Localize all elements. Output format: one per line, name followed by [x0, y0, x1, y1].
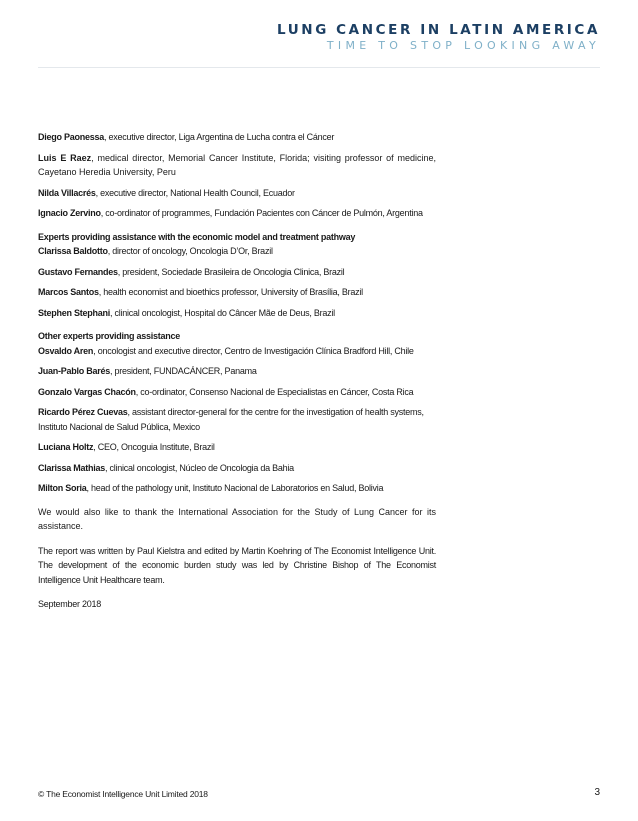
expert-affiliation: , president, FUNDACÁNCER, Panama	[110, 366, 257, 376]
expert-entry	[38, 344, 436, 359]
expert-affiliation: , president, Sociedade Brasileira de Oncologia Clinica, Brazil	[117, 266, 345, 277]
copyright-notice: © The Economist Intelligence Unit Limited 2018	[38, 789, 208, 799]
expert-affiliation: , oncologist and executive director, Centro de Investigación Clínica Bradford Hill, Chile	[93, 345, 414, 356]
section-heading-economic-model: Experts providing assistance with the economic model and treatment pathway	[38, 231, 356, 242]
expert-name: Diego Paonessa	[38, 132, 105, 142]
report-title: LUNG CANCER IN LATIN AMERICA	[277, 22, 600, 38]
expert-entry	[38, 265, 436, 280]
report-subtitle: TIME TO STOP LOOKING AWAY	[326, 39, 600, 52]
expert-affiliation: , co-ordinator of programmes, Fundación Pacientes con Cáncer de Pulmón, Argentina	[100, 208, 423, 218]
expert-entry	[38, 481, 436, 496]
expert-entry	[38, 206, 436, 221]
expert-name: Nilda Villacrés	[38, 187, 96, 198]
expert-name: Gonzalo Vargas Chacón	[38, 386, 136, 397]
page-number: 3	[594, 787, 600, 798]
expert-name: Clarissa Baldotto	[38, 246, 108, 256]
expert-entry	[38, 130, 436, 145]
expert-entry	[38, 385, 436, 400]
expert-name: Ricardo Pérez Cuevas	[38, 407, 128, 417]
expert-name: Marcos Santos	[38, 287, 99, 297]
expert-entry	[38, 151, 436, 180]
expert-name: Luciana Holtz	[38, 442, 94, 452]
expert-entry	[38, 186, 436, 201]
thanks-paragraph: We would also like to thank the International Association for the Study of Lung Cancer for its assistance.	[38, 506, 436, 531]
expert-name: Ignacio Zervino	[38, 208, 101, 218]
expert-affiliation: , clinical oncologist, Núcleo de Oncologia da Bahia	[105, 462, 294, 473]
expert-name: Luis E Raez	[38, 152, 92, 163]
expert-affiliation: , head of the pathology unit, Instituto Nacional de Laboratorios en Salud, Bolivia	[86, 483, 384, 493]
expert-name: Gustavo Fernandes	[38, 266, 118, 277]
report-date: September 2018	[38, 599, 102, 609]
expert-entry	[38, 405, 436, 434]
expert-affiliation: , co-ordinator, Consenso Nacional de Especialistas en Cáncer, Costa Rica	[135, 386, 414, 397]
expert-entry	[38, 461, 436, 476]
expert-affiliation: , assistant director-general for the centre for the investigation of health systems, Instituto Nacional de Salud Pública, Mexico	[38, 407, 424, 432]
header-divider	[38, 67, 600, 68]
expert-affiliation: , CEO, Oncoguia Institute, Brazil	[93, 442, 215, 452]
authorship-paragraph: The report was written by Paul Kielstra and edited by Martin Koehring of The Economist Intelligence Unit. The development of the economic burden study was led by Christine Bishop of The Economist Intelligence Unit Healthcare team.	[38, 545, 436, 585]
expert-affiliation: , clinical oncologist, Hospital do Câncer Mãe de Deus, Brazil	[110, 307, 335, 318]
acknowledgements-body	[38, 130, 436, 622]
expert-affiliation: , director of oncology, Oncologia D’Or, Brazil	[107, 246, 273, 256]
expert-affiliation: , medical director, Memorial Cancer Institute, Florida; visiting professor of medicine, Cayetano Heredia University, Peru	[38, 152, 436, 177]
expert-name: Osvaldo Aren	[38, 345, 94, 356]
section-heading-other-experts: Other experts providing assistance	[38, 331, 181, 341]
report-header	[277, 22, 600, 53]
expert-name: Juan-Pablo Barés	[38, 366, 111, 376]
expert-affiliation: , health economist and bioethics professor, University of Brasília, Brazil	[98, 287, 363, 297]
expert-entry	[38, 285, 436, 300]
expert-name: Stephen Stephani	[38, 307, 111, 318]
expert-entry	[38, 306, 436, 321]
expert-affiliation: , executive director, Liga Argentina de Lucha contra el Cáncer	[104, 132, 335, 142]
expert-entry	[38, 364, 436, 379]
expert-name: Milton Soria	[38, 483, 87, 493]
expert-entry	[38, 440, 436, 455]
expert-affiliation: , executive director, National Health Council, Ecuador	[95, 187, 295, 198]
expert-entry	[38, 244, 436, 259]
expert-name: Clarissa Mathias	[38, 462, 106, 473]
